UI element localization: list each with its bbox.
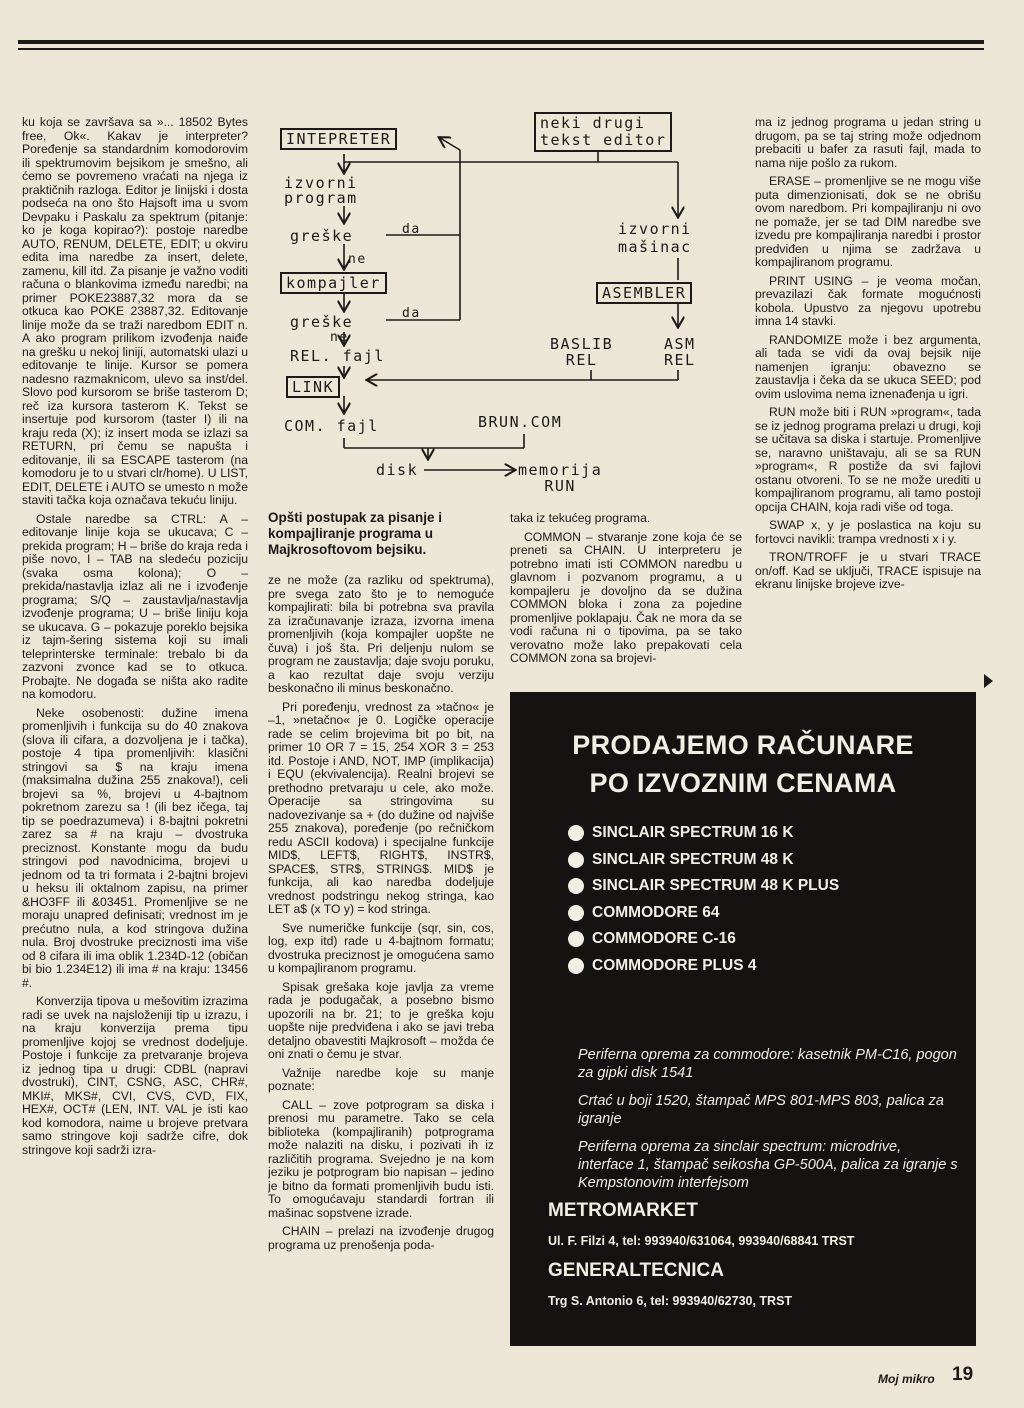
compile-flow-diagram xyxy=(268,108,736,508)
baslib-rel-label xyxy=(550,336,613,368)
paragraph: RANDOMIZE može i bez argumenta, ali tada se vidi da ovaj bejsik nije namenjen igranju: obavezno se zaustavlja i čeka da se ukuca SEED; pod ovim uslovima nema iznenađenja u igri. xyxy=(755,332,981,401)
izvorni-program-label xyxy=(284,176,358,206)
memorija-line1: memorija xyxy=(518,461,603,479)
paragraph: CALL – zove potprogram sa diska i prenosi mu parametre. Tako se cela biblioteka (kompajliranih) potprograma može nalaziti na disku, i pozivati ih iz različitih programa. Svejedno je na kom jeziku je potprogram bio napisan – jedino je bitno da formati promenljivih budu isti. To omogućavaju standardi fortran ili mašinac sopstvene izrade. xyxy=(268,1097,494,1220)
company-name-1: METROMARKET xyxy=(548,1200,698,1221)
bullet-icon xyxy=(568,958,584,974)
top-rule xyxy=(18,40,984,50)
paragraph: Neke osobenosti: dužine imena promenljivih i funkcija su do 40 znakova (slova ili cifara, a dozvoljena je i tačka), postoje 4 tipa promenljivih: klasični stringovi sa $ na kraju imena (maksimalna dužina 255 znakova!), celi brojevi sa %, brojevi u 4-bajtnom pokretnom zarezu sa ! (ili bez ičega, taj tip se poedrazumeva) i 8-bajtni pokretni zarez sa # na kraju – dvostruka preciznost. Konstante mogu da budu stringovi pod navodnicima, brojevi u jednom od ta tri formata i 2-bajtni brojevi u heksu ili oktalnom zapisu, na primer &HO3FF ili &03451. Promenljive se ne moraju unapred definisati; vrednost im je prećutno nula, a kod stringova dužina nula. Broj dvostruke preciznosti ima više od 8 cifara ili ima oblik 1.234D-12 (običan bi bio 1.234E12) ili ima # na kraju: 13456 #. xyxy=(22,705,248,990)
baslib-line1: BASLIB xyxy=(550,335,614,353)
page-number: 19 xyxy=(952,1364,974,1385)
list-item: COMMODORE C-16 xyxy=(568,926,839,953)
izvorni-program-line1: izvorni xyxy=(284,174,358,192)
paragraph: ERASE – promenljive se ne mogu više puta dimenzionisati, dok se ne obrišu ovom naredbom. Pri kompajliranju ni ovo ne pomaže, jer se tad DIM naredbe sve izvedu pre kompajliranja naredbi i prostor predviđen u njima se zadržava u kompajliranom programu. xyxy=(755,174,981,269)
paragraph: SWAP x, y je poslastica na koju su fortovci navikli: trampa vrednosti x i y. xyxy=(755,518,981,546)
com-fajl-label: COM. fajl xyxy=(284,417,379,435)
da-label-1: da xyxy=(402,222,421,237)
kompajler-box: kompajler xyxy=(280,272,387,294)
editor-box xyxy=(534,112,672,152)
column-4 xyxy=(755,116,981,706)
paragraph: Spisak grešaka koje javlja za vreme rada je podugačak, a posebno bismo upozorili na br. 21; to je greška koju uopšte nije predviđena i ako se javi treba detaljno obavestiti Majkrosoft – možda će oni znati o čemu je stvar. xyxy=(268,979,494,1061)
ne-label-1: ne xyxy=(348,252,367,267)
ad-peripherals-printer: Crtać u boji 1520, štampač MPS 801-MPS 803, palica za igranje xyxy=(578,1093,944,1127)
list-item: SINCLAIR SPECTRUM 48 K xyxy=(568,847,839,874)
paragraph: CHAIN – prelazi na izvođenje drugog programa uz prenošenja poda- xyxy=(268,1224,494,1252)
paragraph: RUN može biti i RUN »program«, tada se iz jednog programa prelazi u drugi, koji se učitava sa diska i startuje. Promenljive se, naravno uništavaju, ali se sa RUN »program«, R postiže da svi fajlovi ostanu otvoreni. To se ne može urediti u kompajliranom programu, ali tamo postoji opcija CHAIN, koja radi više od toga. xyxy=(755,405,981,514)
da-label-2: da xyxy=(402,306,421,321)
column-1 xyxy=(22,116,248,1356)
greske-label-1: greške xyxy=(290,227,354,245)
paragraph: Ostale naredbe sa CTRL: A – editovanje linije koja se ukucava; C – prekida program; H – briše do kraja reda i piše novo, I – TAB na sledeću poziciju (svaka osma kolona); O – prekida/nastavlja izlaz ali ne i izvođenje programa; S/Q – zaustavlja/nastavlja izvođenje programa; U – briše liniju koja se ukucava. G – pokazuje poreklo bejsika iz tajm-šering sistema koji su imali teleprinterske terminale: trebalo bi da zazvoni zvonce kad se to otkuca. Probajte. Ne događa se ništa ako radite na komodoru. xyxy=(22,511,248,701)
list-item: COMMODORE PLUS 4 xyxy=(568,953,839,980)
paragraph: ze ne može (za razliku od spektruma), pre svega zato što je to nemoguće kompajlirati: bila bi potrebna sva pravila za izračunavanje izraza, izvorna imena promenljivih (koja kompajler uopšte ne čuva) i još šta. Pri deljenju nulom se program ne zaustavlja; daje svoju poruku, a kao rezultat daje svoju verziju beskonačno ili minus beskonačno. xyxy=(268,574,494,695)
advertisement xyxy=(510,692,976,1346)
continue-arrow-icon xyxy=(984,674,993,688)
diagram-caption: Opšti postupak za pisanje i kompajliranje programa u Majkrosoftovom bejsiku. xyxy=(268,510,443,557)
ne-label-2: ne xyxy=(330,330,349,345)
column-3 xyxy=(510,512,742,692)
link-box: LINK xyxy=(286,376,340,398)
paragraph: COMMON – stvaranje zone koja će se preneti sa CHAIN. U interpreteru je potrebno imati isti COMMON naredbu u glavnom i pozvanom programu, a u kompajleru je dovoljno da se dužina COMMON bloka i zona za pojedine promenljive poklapaju. Čak ne mora da se vodi računa ni o tipovima, pa se tako verovatno može lako prepakovati cela COMMON zona sa brojevi- xyxy=(510,529,742,665)
izvorni-masinac-label xyxy=(618,220,692,256)
bullet-icon xyxy=(568,931,584,947)
paragraph: Konverzija tipova u mešovitim izrazima radi se uvek na najsloženiji tip u izrazu, i na kraju konverzija prema tipu promenljive kojoj se vrednost dodeljuje. Postoje i funkcije za pretvaranje brojeva iz jednog tipa u drugi: CDBL (napravi dvostruki), CINT, CSNG, ASC, CHR#, MKI#, MKS#, CVI, CVS, CVD, FIX, HEX#, OCT# (LEN, INT. VAL je isti kao kod komodora, naime u brojeve pretvara samo stringove koji sadrže cifre, dok stringove koji sadrži izra- xyxy=(22,994,248,1157)
paragraph: Pri poređenju, vrednost za »tačno« je –1, »netačno« je 0. Logičke operacije rade se celim brojevima bit po bit, na primer 10 OR 7 = 15, 254 XOR 3 = 253 itd. Postoje i AND, NOT, IMP (implikacija) i EQU (ekvivalencija). Realni brojevi se prethodno pretvaraju u cele, ako može. Operacije sa stringovima su nadovezivanje sa + (do dužine od najviše 255 znakova), poređenje (po rečničkom redu ASCII kodova) i specijalne funkcije MID$, LEFT$, RIGHT$, INSTR$, SPACE$, STR$, STRING$. MID$ je funkcija, ali kao naredba dodeljuje vrednost podstringu nekog stringa, kao LET a$ (x TO y) = kod stringa. xyxy=(268,699,494,916)
list-item: COMMODORE 64 xyxy=(568,900,839,927)
paragraph: PRINT USING – je veoma močan, prevazilazi čak formate mogućnosti kobola. Upustvo za njegovu upotrebu imna 14 stavki. xyxy=(755,273,981,328)
izvorni-program-line2: program xyxy=(284,189,358,207)
editor-label-line1: neki drugi xyxy=(540,114,646,132)
ad-headline-2: PO IZVOZNIM CENAMA xyxy=(589,768,897,798)
bullet-icon xyxy=(568,825,584,841)
brun-com-label: BRUN.COM xyxy=(478,413,563,431)
asembler-box: ASEMBLER xyxy=(596,282,692,304)
list-item: SINCLAIR SPECTRUM 16 K xyxy=(568,820,839,847)
rel-fajl-label: REL. fajl xyxy=(290,347,385,365)
greske-label-2: greške xyxy=(290,313,354,331)
paragraph: Sve numeričke funkcije (sqr, sin, cos, log, exp itd) rade u 4-bajtnom formatu; dvostruka preciznost je omogućena samo u kompajliranom programu. xyxy=(268,920,494,975)
company-name-2: GENERALTECNICA xyxy=(548,1260,724,1281)
product-list xyxy=(568,820,839,979)
editor-label-line2: tekst editor xyxy=(540,131,667,149)
memorija-label xyxy=(518,462,602,494)
paragraph: ma iz jednog programa u jedan string u drugom, pa se taj string može odjednom prebaciti u bafer za rasuti fajl, mada to nama nije pošlo za rukom. xyxy=(755,116,981,170)
bullet-icon xyxy=(568,905,584,921)
paragraph: TRON/TROFF je u stvari TRACE on/off. Kad se uključi, TRACE ispisuje na ekranu linijske brojeve izve- xyxy=(755,550,981,591)
disk-label: disk xyxy=(376,461,419,479)
magazine-name: Moj mikro xyxy=(878,1372,935,1386)
column-2 xyxy=(268,574,494,1344)
list-item: SINCLAIR SPECTRUM 48 K PLUS xyxy=(568,873,839,900)
ad-headline-1: PRODAJEMO RAČUNARE xyxy=(572,730,914,760)
company-address-1: Ul. F. Filzi 4, tel: 993940/631064, 993940/68841 TRST xyxy=(548,1234,855,1248)
bullet-icon xyxy=(568,852,584,868)
bullet-icon xyxy=(568,878,584,894)
paragraph: taka iz tekućeg programa. xyxy=(510,512,651,525)
asm-line2: REL xyxy=(664,351,696,369)
izvorni-masinac-line2: mašinac xyxy=(618,238,692,256)
paragraph: Važnije naredbe koje su manje poznate: xyxy=(268,1065,494,1093)
baslib-line2: REL xyxy=(565,351,598,369)
paragraph: ku koja se završava sa »... 18502 Bytes free, Ok«. Kakav je interpreter? Poređenje sa standardnim komodorovim ili spektrumovim bejsikom je smešno, ali ćemo se povremeno vraćati na njega iz praktičnih razloga. Editor je linijski i dosta podseća na ono što Hajsoft ima u svom Devpaku i Paskalu za spektrum (pitanje: ko je koga kopirao?): postoje naredbe AUTO, RENUM, DELETE, EDIT; u okviru edita ima naredbe za insert, delete, zamenu, kill itd. Za pisanje je važno voditi računa o blankovima između naredbi; na primer POKE23887,32 mora da se otkuca kao POKE 23887,32. Editovanje linije može da se traži naredbom EDIT n. A ako program prilikom izvođenja naiđe na grešku u nekoj liniji, automatski ulazi u editovanje te linije. Kursor se pomera nadesno razmaknicom, ulevo sa inst/del. Slovo pod kursorom se briše tasterom D; reč iza kursora tasterom K. Tekst se insertuje pod kursorom (taster I) ili na kraju reda (X); iz insert moda se izlazi sa RETURN, pri čemu se napušta i editovanje, ili sa ESCAPE tasterom (na komodoru je to u stvari clr/home). U LIST, EDIT, DELETE i AUTO se umesto n može staviti tačka koja označava tekuću liniju. xyxy=(22,116,248,507)
ad-peripherals-sinclair: Periferna oprema za sinclair spectrum: microdrive, interface 1, štampač seikosha GP-500A, palica za igranje s Kempstonovim interfejsom xyxy=(578,1139,958,1191)
memorija-line2: RUN xyxy=(544,477,576,495)
interpreter-box: INTEPRETER xyxy=(280,128,397,150)
asm-rel-label xyxy=(664,336,696,368)
ad-peripherals-commodore: Periferna oprema za commodore: kasetnik PM-C16, pogon za gipki disk 1541 xyxy=(578,1047,957,1081)
company-address-2: Trg S. Antonio 6, tel: 993940/62730, TRST xyxy=(548,1294,793,1308)
asm-line1: ASM xyxy=(664,335,696,353)
diagram-lines xyxy=(268,108,736,508)
izvorni-masinac-line1: izvorni xyxy=(618,220,692,238)
